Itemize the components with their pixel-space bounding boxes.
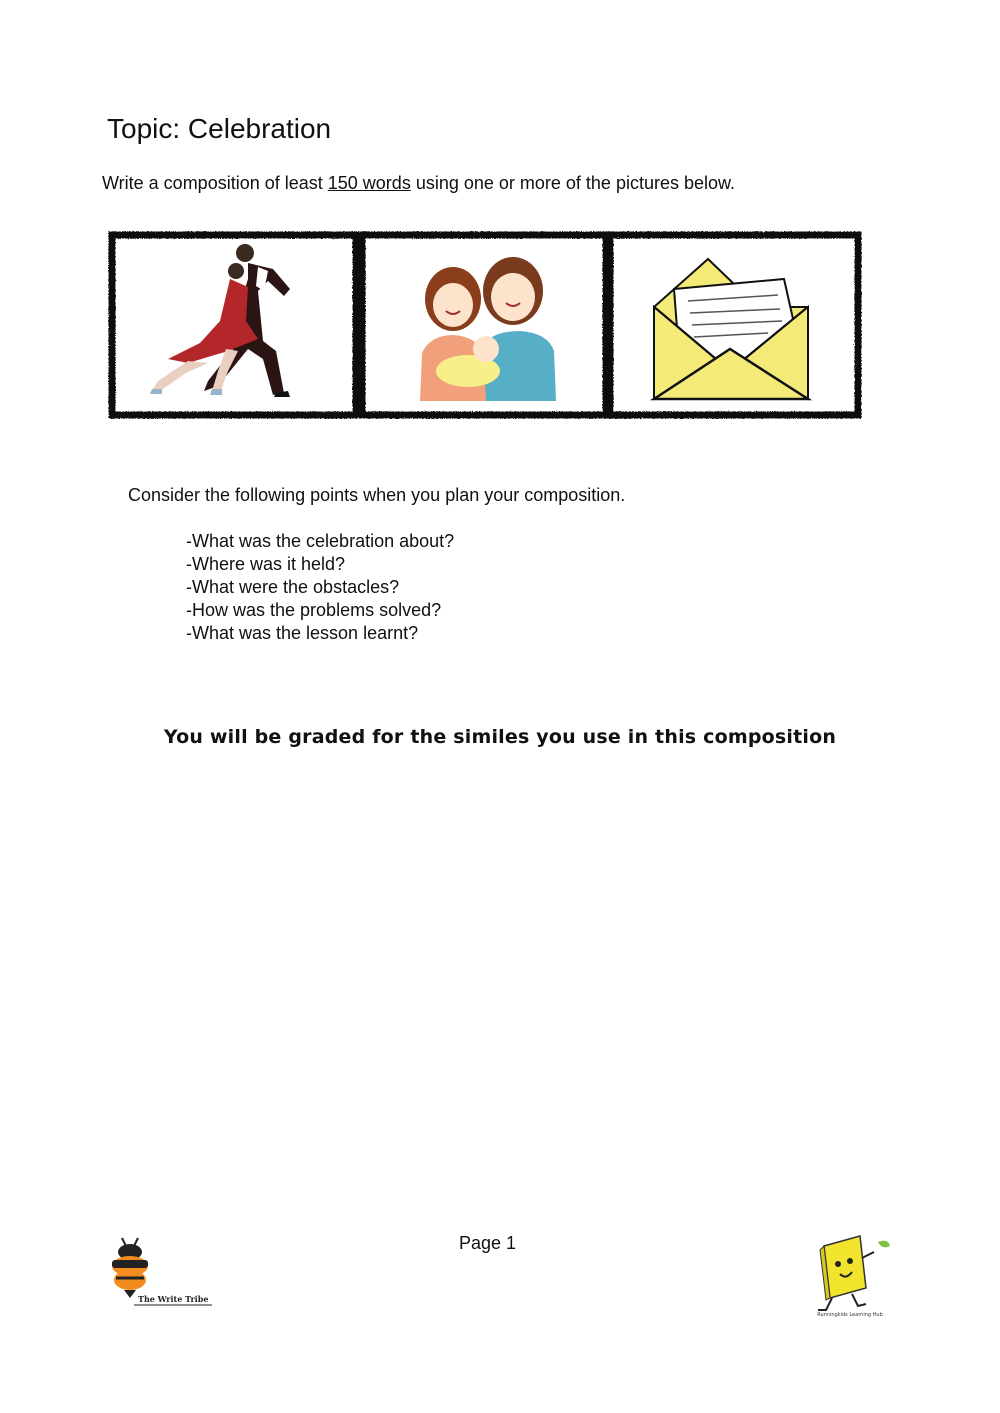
planning-point: -What was the celebration about? <box>186 531 455 551</box>
page-title: Topic: Celebration <box>107 113 332 144</box>
planning-point: -What was the lesson learnt? <box>186 623 419 643</box>
instruction-after: using one or more of the pictures below. <box>410 173 736 193</box>
instruction-before: Write a composition of least <box>102 173 328 193</box>
instruction-text <box>102 173 735 194</box>
planning-intro: Consider the following points when you plan your composition. <box>128 485 626 505</box>
page-number: Page 1 <box>459 1233 517 1253</box>
planning-point: -Where was it held? <box>186 554 346 574</box>
planning-point: -How was the problems solved? <box>186 600 442 620</box>
runningkids-logo <box>802 1228 898 1324</box>
tango-dancers-icon <box>150 244 290 397</box>
svg-text:The Write Tribe: The Write Tribe <box>138 1294 209 1304</box>
grading-note: You will be graded for the similes you use in this composition <box>163 726 837 748</box>
letter-envelope-icon <box>654 259 808 399</box>
picture-strip <box>108 231 862 419</box>
planning-points-list <box>186 530 454 645</box>
write-tribe-logo <box>108 1232 216 1312</box>
family-with-baby-icon <box>420 257 556 401</box>
word-count-requirement: 150 words <box>327 173 411 193</box>
planning-point: -What were the obstacles? <box>186 577 400 597</box>
svg-text:Runningkids Learning Hub: Runningkids Learning Hub <box>817 1312 883 1318</box>
